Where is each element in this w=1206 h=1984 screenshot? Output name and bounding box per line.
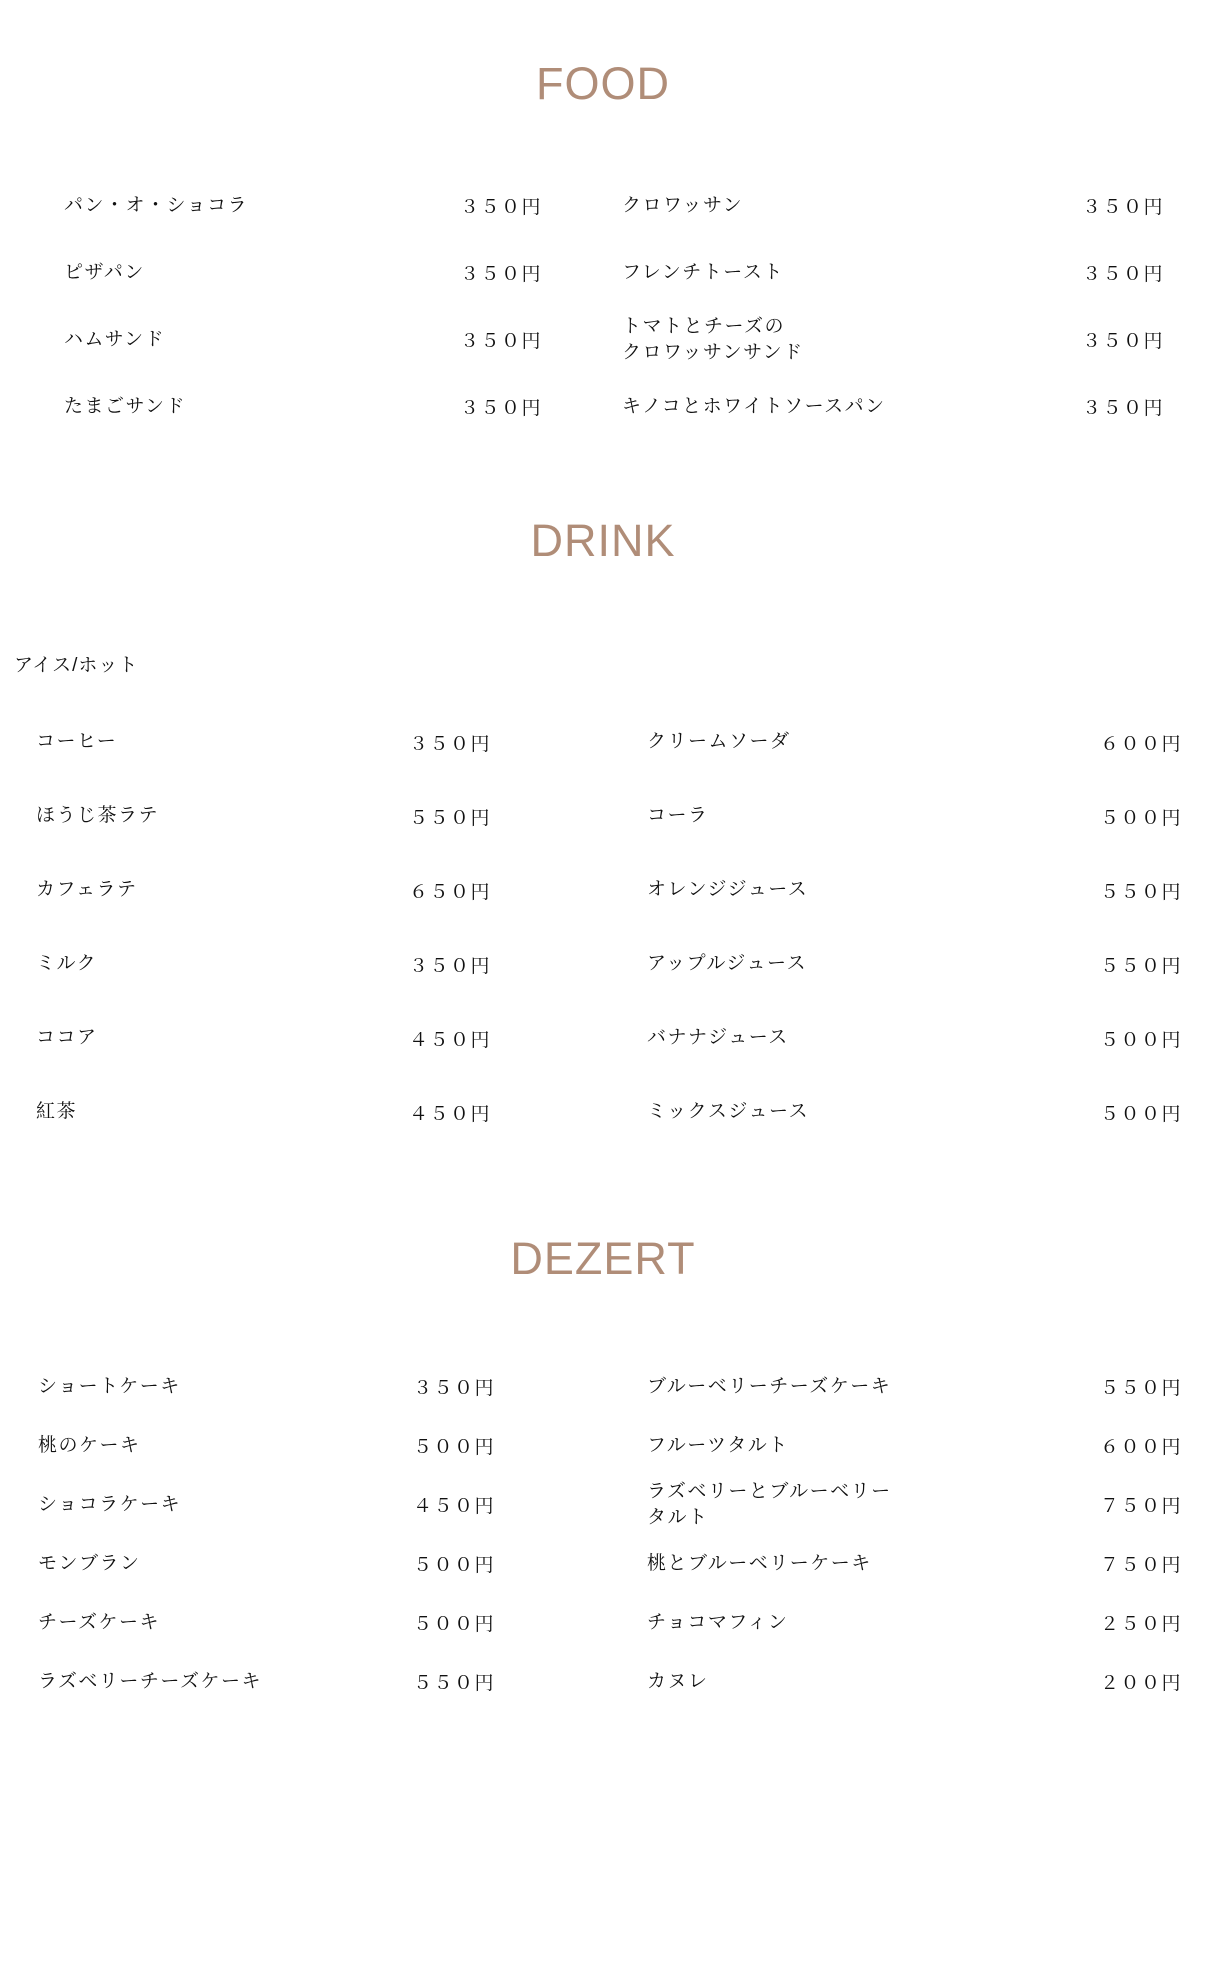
section-title-dezert: DEZERT [510,1233,696,1284]
menu-page [0,58,1206,1984]
menu-item [36,779,491,853]
item-name: カフェラテ [36,879,138,901]
section-food [0,58,1206,440]
item-price: ５００円 [1099,1029,1182,1051]
dezert-column-right [603,1357,1192,1711]
item-name: アップルジュース [647,953,808,975]
food-column-left [28,172,602,440]
drink-column-right [603,705,1192,1149]
menu-item [38,1416,495,1475]
item-price: ３５０円 [1081,197,1164,218]
item-price: ２００円 [1099,1673,1182,1694]
item-price: ３５０円 [1081,398,1164,419]
item-name: たまごサンド [64,395,187,417]
item-name: ショコラケーキ [38,1493,182,1515]
menu-item [647,927,1182,1001]
menu-item [622,239,1164,306]
item-name: ピザパン [64,261,145,283]
menu-item [647,1475,1182,1534]
item-name: コーラ [647,805,709,827]
drink-item-columns [0,705,1206,1149]
item-name: ブルーベリーチーズケーキ [647,1375,892,1397]
menu-item [38,1534,495,1593]
item-name: クリームソーダ [647,731,791,753]
item-price: ５００円 [412,1614,495,1635]
item-name: トマトとチーズの クロワッサンサンド [622,315,804,363]
menu-item [647,1001,1182,1075]
item-name: ミックスジュース [647,1101,810,1123]
menu-item [64,306,542,373]
item-price: ３５０円 [1081,264,1164,285]
item-price: ３５０円 [459,331,542,352]
item-name: 桃のケーキ [38,1434,141,1456]
menu-item [36,853,491,927]
menu-item [647,1075,1182,1149]
menu-item [647,705,1182,779]
item-price: ５００円 [1099,1103,1182,1125]
item-price: ２５０円 [1099,1614,1182,1635]
menu-item [64,373,542,440]
section-title-drink: DRINK [530,515,676,566]
menu-item [36,927,491,1001]
item-price: ５００円 [412,1555,495,1576]
item-price: ３５０円 [459,398,542,419]
item-price: ３５０円 [459,197,542,218]
item-name: ココア [36,1027,98,1049]
item-name: フルーツタルト [647,1434,789,1456]
item-price: ４５０円 [408,1029,491,1051]
food-item-columns [0,172,1206,440]
menu-item [647,1357,1182,1416]
item-name: モンブラン [38,1552,141,1574]
dezert-item-columns [0,1357,1206,1711]
menu-item [647,853,1182,927]
item-name: カヌレ [647,1670,709,1692]
item-name: ラズベリーとブルーベリー タルト [647,1480,892,1528]
menu-item [647,779,1182,853]
item-price: ３５０円 [1081,331,1164,352]
item-price: ３５０円 [459,264,542,285]
item-price: ５００円 [1099,807,1182,829]
item-name: 紅茶 [36,1101,78,1123]
item-name: ミルク [36,953,98,975]
menu-item [64,172,542,239]
menu-item [647,1416,1182,1475]
item-price: ７５０円 [1099,1555,1182,1576]
item-price: ５５０円 [1099,881,1182,903]
item-price: ３５０円 [408,733,491,755]
item-price: ６００円 [1099,733,1182,755]
menu-item [622,306,1164,373]
item-name: クロワッサン [622,194,744,216]
item-name: ほうじ茶ラテ [36,805,160,827]
item-name: バナナジュース [647,1027,789,1049]
item-price: ６５０円 [408,881,491,903]
item-name: チーズケーキ [38,1611,161,1633]
drink-subheading: アイス/ホット [14,655,139,676]
item-price: ５５０円 [1099,955,1182,977]
menu-item [622,373,1164,440]
menu-item [622,172,1164,239]
item-price: ４５０円 [408,1103,491,1125]
menu-item [647,1593,1182,1652]
item-price: ３５０円 [408,955,491,977]
item-price: ５５０円 [408,807,491,829]
menu-item [38,1475,495,1534]
item-name: パン・オ・ショコラ [64,194,249,216]
menu-item [38,1652,495,1711]
menu-item [64,239,542,306]
menu-item [36,705,491,779]
item-name: 桃とブルーベリーケーキ [647,1552,872,1574]
item-price: ３５０円 [412,1378,495,1399]
section-title-food: FOOD [536,58,670,109]
menu-item [36,1075,491,1149]
menu-item [647,1534,1182,1593]
item-price: ５５０円 [1099,1378,1182,1399]
section-dezert [0,1233,1206,1711]
menu-item [647,1652,1182,1711]
item-name: ラズベリーチーズケーキ [38,1670,262,1692]
item-name: キノコとホワイトソースパン [622,395,886,417]
item-name: フレンチトースト [622,261,784,283]
item-name: オレンジジュース [647,879,809,901]
menu-item [36,1001,491,1075]
item-name: ショートケーキ [38,1375,181,1397]
item-price: ７５０円 [1099,1496,1182,1517]
food-column-right [602,172,1176,440]
drink-column-left [14,705,603,1149]
item-name: ハムサンド [64,328,166,350]
menu-item [38,1357,495,1416]
item-price: ５００円 [412,1437,495,1458]
item-name: チョコマフィン [647,1611,789,1633]
item-name: コーヒー [36,731,118,753]
item-price: ４５０円 [412,1496,495,1517]
item-price: ５５０円 [412,1673,495,1694]
dezert-column-left [14,1357,603,1711]
section-drink [0,515,1206,1149]
item-price: ６００円 [1099,1437,1182,1458]
menu-item [38,1593,495,1652]
